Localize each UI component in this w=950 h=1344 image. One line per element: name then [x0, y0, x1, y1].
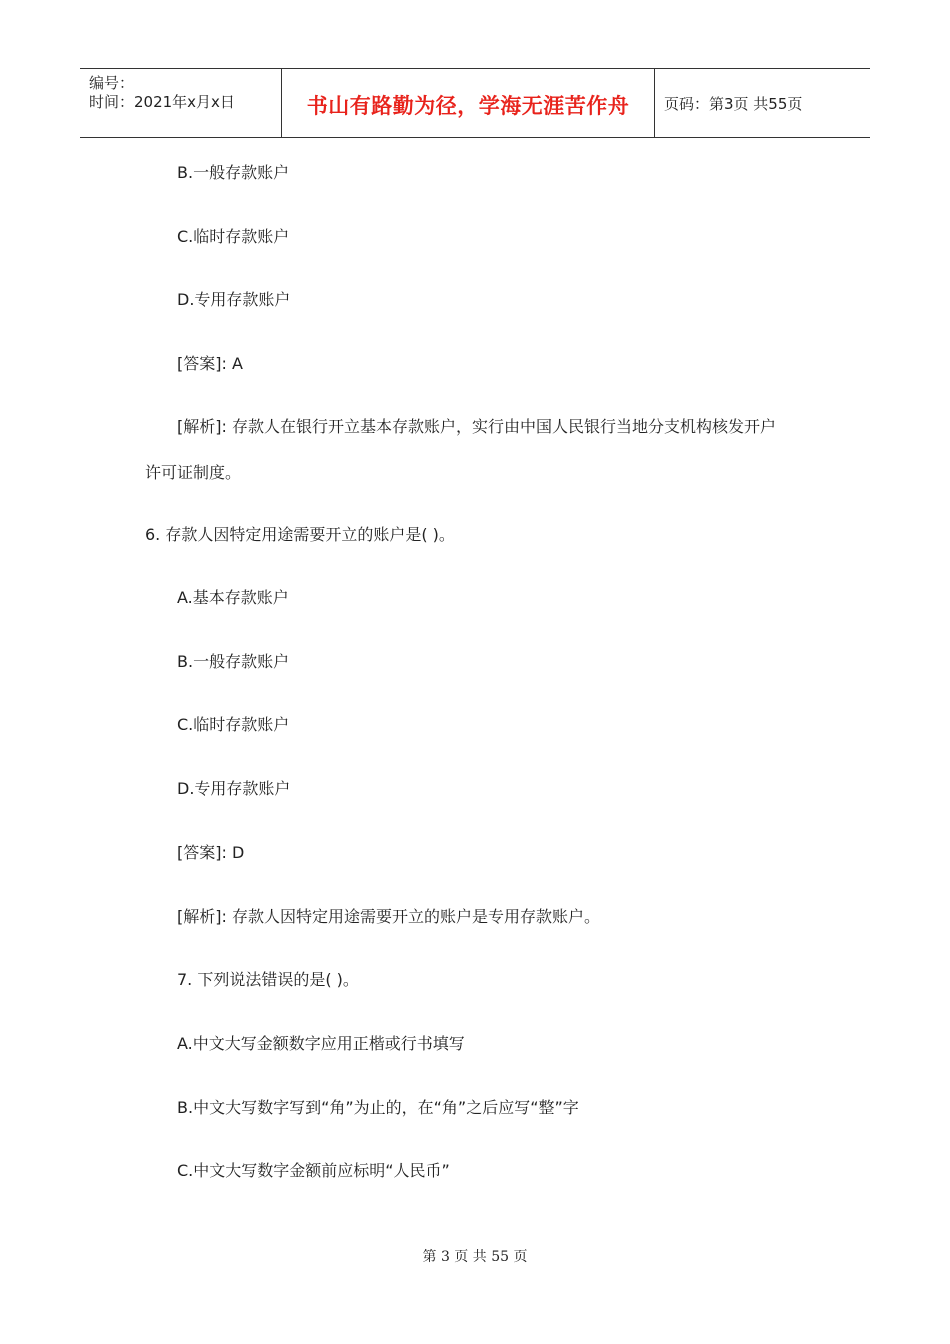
document-number-label: 编号：: [89, 74, 135, 92]
document-time-label: 时间：2021年x月x日: [89, 93, 235, 111]
option-b: B.一般存款账户: [177, 652, 290, 671]
option-d: D.专用存款账户: [177, 779, 291, 798]
header-motto: 书山有路勤为径，学海无涯苦作舟: [306, 94, 630, 118]
header-page-label: 页码：第3页 共55页: [664, 95, 803, 113]
explanation-line: [解析]: 存款人因特定用途需要开立的账户是专用存款账户。: [177, 907, 600, 926]
option-b: B.中文大写数字写到“角”为止的，在“角”之后应写“整”字: [177, 1098, 579, 1117]
question-7: 7. 下列说法错误的是( )。: [177, 970, 359, 989]
header-motto-cell: [282, 69, 655, 137]
option-c: C.临时存款账户: [177, 227, 290, 246]
option-a: A.基本存款账户: [177, 588, 289, 607]
document-header: [80, 68, 870, 138]
explanation-line: [解析]: 存款人在银行开立基本存款账户，实行由中国人民银行当地分支机构核发开户: [177, 417, 776, 436]
answer-line: [答案]: D: [177, 843, 245, 862]
header-page-cell: [655, 69, 870, 137]
option-a: A.中文大写金额数字应用正楷或行书填写: [177, 1034, 465, 1053]
question-6: 6. 存款人因特定用途需要开立的账户是( )。: [145, 525, 455, 544]
explanation-continuation: 许可证制度。: [145, 463, 242, 482]
answer-line: [答案]: A: [177, 354, 243, 373]
option-d: D.专用存款账户: [177, 290, 291, 309]
header-info-cell: [80, 69, 282, 137]
option-c: C.临时存款账户: [177, 715, 290, 734]
option-b: B.一般存款账户: [177, 163, 290, 182]
option-c: C.中文大写数字金额前应标明“人民币”: [177, 1161, 450, 1180]
page-footer: 第 3 页 共 55 页: [422, 1249, 528, 1265]
